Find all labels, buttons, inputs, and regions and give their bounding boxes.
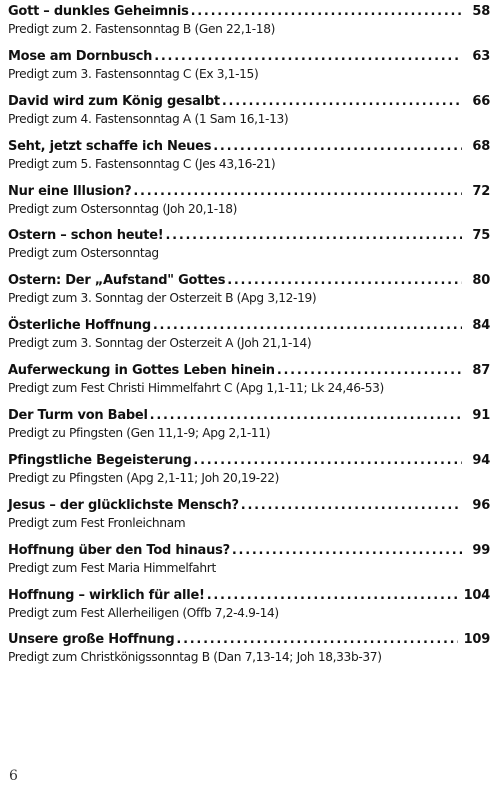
toc-entry-subtitle: Predigt zu Pfingsten (Apg 2,1-11; Joh 20,19-22): [8, 470, 280, 485]
dot-leader: [207, 587, 458, 605]
dot-leader: [176, 631, 457, 649]
toc-entry-title: Unsere große Hoffnung: [8, 632, 175, 648]
toc-entry-subtitle: Predigt zum Christkönigssonntag B (Dan 7,13-14; Joh 18,33b-37): [8, 650, 382, 665]
toc-entry-title-line: [8, 138, 490, 156]
toc-entry-subtitle: Predigt zum 5. Fastensonntag C (Jes 43,16-21): [8, 156, 276, 171]
dot-leader: [222, 93, 462, 111]
toc-entry-title: Mose am Dornbusch: [8, 48, 153, 64]
toc-entry: [8, 497, 490, 532]
toc-entry: [8, 407, 490, 442]
toc-entry-page-number: 96: [472, 497, 490, 513]
toc-entry-title: David wird zum König gesalbt: [8, 93, 220, 109]
toc-entry: [8, 3, 490, 38]
toc-entry-page-number: 84: [472, 318, 490, 334]
toc-entry-page-number: 63: [472, 48, 490, 64]
toc-entry: [8, 183, 490, 218]
toc-entry: [8, 317, 490, 352]
toc-entry-title: Hoffnung über den Tod hinaus?: [8, 542, 230, 558]
page-folio-number: 6: [9, 768, 18, 784]
toc-entry: [8, 452, 490, 487]
table-of-contents: [8, 3, 490, 676]
toc-entry-page-number: 58: [472, 4, 490, 19]
toc-entry: [8, 48, 490, 83]
toc-entry-title: Nur eine Illusion?: [8, 183, 132, 199]
dot-leader: [166, 227, 463, 245]
toc-entry-title-line: [8, 497, 490, 515]
toc-entry-page-number: 66: [472, 93, 490, 109]
dot-leader: [133, 183, 462, 201]
toc-entry-title: Ostern – schon heute!: [8, 228, 164, 244]
toc-entry: [8, 631, 490, 666]
toc-entry-title: Jesus – der glücklichste Mensch?: [8, 497, 239, 513]
toc-entry: [8, 362, 490, 397]
dot-leader: [154, 48, 462, 66]
toc-entry-subtitle: Predigt zum 2. Fastensonntag B (Gen 22,1-18): [8, 22, 276, 36]
toc-entry-title: Hoffnung – wirklich für alle!: [8, 587, 205, 603]
toc-entry-title-line: [8, 631, 490, 649]
dot-leader: [193, 452, 462, 470]
toc-entry: [8, 227, 490, 262]
dot-leader: [153, 317, 462, 335]
toc-entry-subtitle: Predigt zum Fest Allerheiligen (Offb 7,2-4.9-14): [8, 605, 279, 620]
dot-leader: [232, 542, 462, 560]
toc-entry-title: Ostern: Der „Aufstand" Gottes: [8, 273, 226, 289]
dot-leader: [150, 407, 462, 425]
toc-entry-subtitle: Predigt zum Fest Fronleichnam: [8, 515, 186, 530]
dot-leader: [191, 3, 462, 21]
toc-entry-subtitle: Predigt zum Ostersonntag: [8, 246, 159, 261]
toc-entry-subtitle: Predigt zum 4. Fastensonntag A (1 Sam 16,1-13): [8, 111, 289, 126]
toc-entry-subtitle: Predigt zum Fest Maria Himmelfahrt: [8, 560, 216, 575]
toc-entry-page-number: 80: [472, 273, 490, 289]
toc-entry-subtitle: Predigt zum Fest Christi Himmelfahrt C (Apg 1,1-11; Lk 24,46-53): [8, 381, 384, 396]
toc-entry-page-number: 87: [472, 363, 490, 379]
toc-entry-subtitle: Predigt zum 3. Sonntag der Osterzeit B (Apg 3,12-19): [8, 291, 317, 306]
toc-entry-title-line: [8, 227, 490, 245]
toc-entry-title: Auferweckung in Gottes Leben hinein: [8, 363, 275, 379]
toc-entry: [8, 138, 490, 173]
toc-entry-page-number: 94: [472, 452, 490, 468]
toc-entry-page-number: 99: [472, 542, 490, 558]
toc-entry-title-line: [8, 362, 490, 380]
toc-entry-page-number: 91: [472, 408, 490, 424]
toc-entry-title-line: [8, 317, 490, 335]
toc-entry-page-number: 68: [472, 138, 490, 154]
toc-entry-title: Seht, jetzt schaffe ich Neues: [8, 138, 212, 154]
toc-entry-title-line: [8, 272, 490, 290]
toc-entry-title-line: [8, 48, 490, 66]
toc-entry-page-number: 72: [472, 183, 490, 199]
dot-leader: [227, 272, 462, 290]
toc-entry-title-line: [8, 407, 490, 425]
toc-entry-subtitle: Predigt zum Ostersonntag (Joh 20,1-18): [8, 201, 237, 216]
dot-leader: [277, 362, 462, 380]
toc-entry-title-line: [8, 542, 490, 560]
toc-entry-title-line: [8, 587, 490, 605]
toc-entry-subtitle: Predigt zum 3. Sonntag der Osterzeit A (Joh 21,1-14): [8, 336, 312, 351]
toc-entry-title: Österliche Hoffnung: [8, 318, 151, 334]
toc-entry-subtitle: Predigt zum 3. Fastensonntag C (Ex 3,1-15): [8, 66, 259, 81]
toc-entry-title: Pfingstliche Begeisterung: [8, 452, 192, 468]
toc-entry: [8, 272, 490, 307]
toc-entry: [8, 542, 490, 577]
dot-leader: [241, 497, 462, 515]
toc-entry: [8, 93, 490, 128]
toc-entry-title: Der Turm von Babel: [8, 408, 148, 424]
dot-leader: [213, 138, 462, 156]
toc-entry-title: Gott – dunkles Geheimnis: [8, 4, 189, 19]
toc-entry: [8, 587, 490, 622]
toc-entry-title-line: [8, 183, 490, 201]
toc-entry-page-number: 104: [463, 587, 490, 603]
toc-entry-page-number: 109: [463, 632, 490, 648]
toc-entry-title-line: [8, 3, 490, 21]
toc-entry-page-number: 75: [472, 228, 490, 244]
toc-entry-title-line: [8, 452, 490, 470]
toc-entry-subtitle: Predigt zu Pfingsten (Gen 11,1-9; Apg 2,1-11): [8, 426, 271, 441]
toc-entry-title-line: [8, 93, 490, 111]
